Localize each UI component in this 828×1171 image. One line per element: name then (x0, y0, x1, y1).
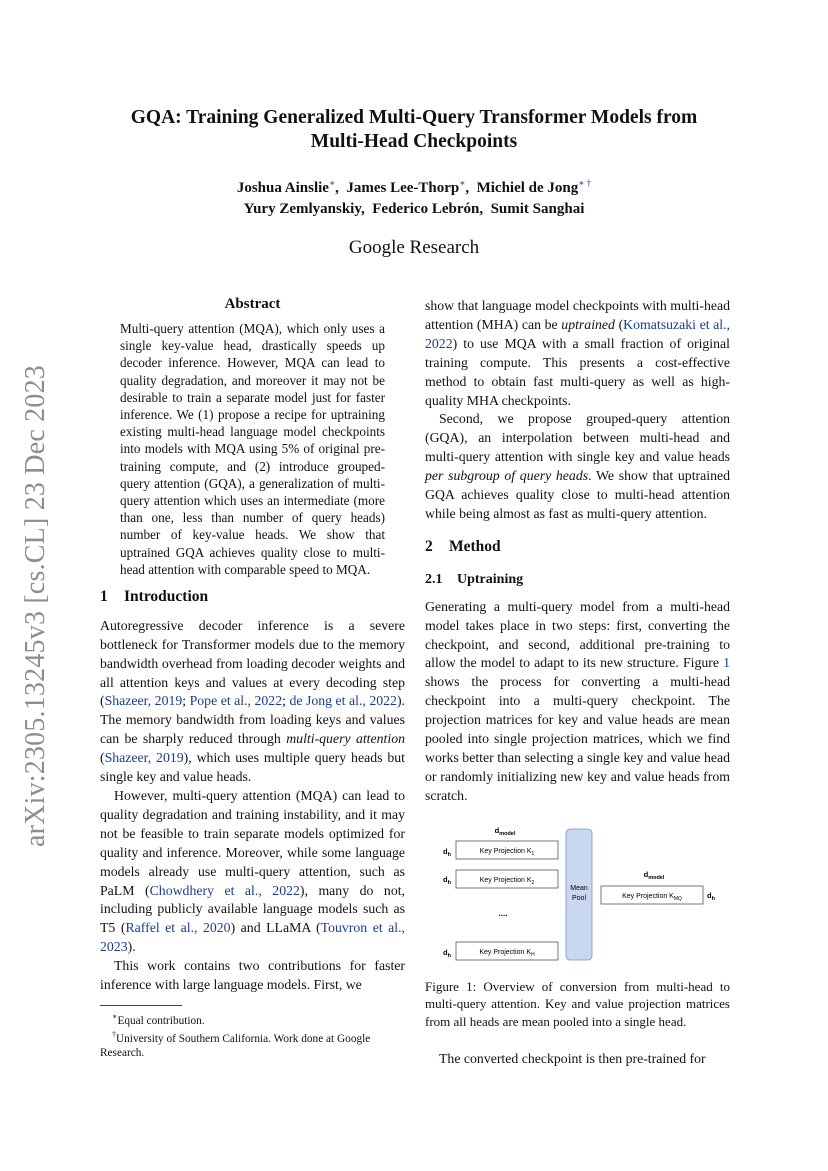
arxiv-sidebar (18, 364, 54, 848)
affiliation: Google Research (348, 237, 480, 258)
text-run: ), many do not, including publicly available language models such as T5 ( (100, 882, 405, 936)
section-number: 1 (100, 587, 108, 605)
text-run: Generating a multi-query model from a multi-head model takes place in two steps: first, converting the checkpoint, and second, additional pre-training to allow the model to adapt to its new structure. Figure (425, 598, 730, 671)
emphasized-text: uptrained (561, 316, 615, 332)
figure-1 (425, 826, 730, 966)
section-title: Method (449, 537, 501, 555)
author-name: James Lee-Thorp (346, 180, 460, 196)
author-mark: ∗ (328, 178, 336, 188)
text-run: ; (182, 693, 190, 709)
subsection-heading-uptraining (425, 571, 730, 590)
author-name: Michiel de Jong (476, 180, 579, 196)
footnote-mark: † (112, 1029, 116, 1039)
text-run: shows the process for converting a multi-head checkpoint into a multi-query checkpoint. The projection matrices for key and value heads are mean pooled into single projection matrices, which we find works better than selecting a single key and value head or randomly initializing new key and value heads from scratch. (425, 674, 730, 803)
title-line-2: Multi-Head Checkpoints (310, 131, 518, 152)
subsection-title: Uptraining (457, 571, 524, 587)
text-run: Second, we propose grouped-query attention (GQA), an interpolation between multi-head and multi-query attention with single key and value heads (425, 411, 730, 465)
mean-pool-label-2: Pool (571, 894, 587, 902)
author-line-2: Yury Zemlyanskiy, Federico Lebrón, Sumit Sanghai (243, 201, 585, 217)
text-run: Autoregressive decoder inference is a severe bottleneck for Transformer models due to the memory bandwidth overhead from loading decoder weights and all attention keys and values at every decoding step ( (100, 617, 405, 709)
title-line-1: GQA: Training Generalized Multi-Query Transformer Models from (130, 107, 698, 128)
ellipsis: .... (498, 908, 508, 918)
subsection-number: 2.1 (425, 571, 443, 587)
section-title: Introduction (124, 587, 209, 605)
dmodel-label-top: $d_{model}$ (494, 825, 516, 837)
citation-link[interactable]: 1 (723, 655, 730, 671)
text-run: However, multi-query attention (MQA) can lead to quality degradation and training instability, and it may not be feasible to train separate models optimized for quality and inference. Moreover, while some language models already use multi-query attention, such as PaLM ( (100, 788, 405, 898)
citation-link[interactable]: Shazeer, 2019 (104, 693, 183, 709)
text-run: . We show that uptrained GQA achieves quality close to multi-head attention while being almost as fast as multi-query attention. (425, 468, 730, 521)
figure-1-caption: Figure 1: Overview of conversion from multi-head to multi-query attention. Key and value projection matrices from all heads are mean pooled into a single head. (425, 978, 730, 1029)
conversion-diagram (425, 826, 730, 966)
citation-link[interactable]: Shazeer, 2019 (104, 750, 184, 766)
method-paragraph-1 (425, 598, 730, 806)
footnote-rule (100, 1005, 182, 1006)
key-projection-k2-label: Key Projection $K_2$ (479, 876, 535, 886)
author-line-1: Joshua Ainslie∗, James Lee-Thorp∗, Michiel de Jong∗ † (236, 178, 592, 196)
abstract-text: Multi-query attention (MQA), which only uses a single key-value head, drastically speeds up decoder inference. However, MQA can lead to quality degradation, and moreover it may not be desirable to train a separate model just for faster inference. We (1) propose a recipe for uptraining existing multi-head language model checkpoints into models with MQA using 5% of original pre-training compute, and (2) introduce grouped-query attention (GQA), a generalization of multi-query attention which uses an intermediate (more than one, less than number of query heads) number of key-value heads. We show that uptrained GQA achieves quality close to multi-head attention with comparable speed to MQA. (120, 320, 385, 577)
dmodel-label-right: $d_{model}$ (643, 869, 665, 881)
text-run: ( (614, 316, 624, 332)
text-run: ( (100, 750, 105, 766)
arxiv-identifier: arXiv:2305.13245v3 [cs.CL] 23 Dec 2023 (20, 365, 51, 847)
author-name: Joshua Ainslie (236, 180, 329, 196)
intro-paragraph-2 (100, 787, 405, 957)
footnote-text: University of Southern California. Work done at Google Research. (100, 1032, 371, 1059)
key-projection-kmq-label: Key Projection $K_{MQ}$ (622, 892, 682, 902)
abstract-heading: Abstract (224, 296, 281, 312)
key-projection-kh-label: Key Projection $K_H$ (479, 948, 535, 958)
paper-title (100, 106, 728, 154)
contrib-paragraph-2 (425, 410, 730, 523)
dh-label: $d_h$ (707, 890, 715, 902)
footnote-text: Equal contribution. (117, 1014, 205, 1027)
left-column (100, 295, 405, 1060)
spacer (425, 1030, 730, 1050)
emphasized-text: multi-query attention (286, 731, 405, 747)
text-run: ). (127, 939, 136, 955)
text-run: ) and LLaMA ( (230, 920, 321, 936)
author-name: Federico Lebrón (372, 201, 480, 217)
text-run: The converted checkpoint is then pre-trained for (439, 1051, 706, 1067)
dh-label: $d_h$ (443, 947, 451, 959)
citation-link[interactable]: de Jong et al., 2022 (289, 693, 397, 709)
mean-pool-label-1: Mean (570, 884, 588, 892)
section-number: 2 (425, 537, 433, 555)
author-list (100, 173, 728, 220)
footnote-mark: ∗ (112, 1011, 118, 1021)
text-run: ) to use MQA with a small fraction of original training compute. This presents a cost-effective method to obtain fast multi-query as well as high-quality MHA checkpoints. (425, 335, 730, 408)
footnote-1 (100, 1010, 405, 1028)
section-heading-method (425, 538, 730, 557)
text-run: ; (282, 693, 290, 709)
emphasized-text: per subgroup of query heads (425, 468, 589, 484)
section-heading-introduction (100, 588, 405, 607)
text-run: ), which uses multiple query heads but single key and value heads. (100, 750, 405, 785)
contrib-paragraph-1 (425, 297, 730, 410)
citation-link[interactable]: Komatsuzaki et al., 2022 (425, 316, 731, 351)
author-mark: ∗ (459, 178, 466, 188)
intro-paragraph-1 (100, 617, 405, 787)
citation-link[interactable]: Raffel et al., 2020 (125, 920, 231, 936)
dh-label: $d_h$ (443, 874, 451, 886)
author-mark: ∗ † (578, 178, 592, 188)
text-run: ). The memory bandwidth from loading keys and values can be sharply reduced through (100, 693, 405, 747)
citation-link[interactable]: Touvron et al., 2023 (100, 920, 406, 955)
author-name: Yury Zemlyanskiy (243, 201, 362, 217)
text-run: show that language model checkpoints with multi-head attention (MHA) can be (425, 298, 730, 332)
author-name: Sumit Sanghai (490, 201, 585, 217)
dh-label: $d_h$ (443, 846, 451, 858)
method-paragraph-2 (425, 1050, 730, 1069)
citation-link[interactable]: Pope et al., 2022 (189, 693, 283, 709)
right-column (425, 297, 730, 1069)
footnote-2 (100, 1028, 405, 1060)
citation-link[interactable]: Chowdhery et al., 2022 (149, 882, 300, 898)
text-run: This work contains two contributions for faster inference with large language models. First, we (100, 958, 405, 993)
key-projection-k1-label: Key Projection $K_1$ (479, 847, 535, 857)
intro-paragraph-3 (100, 957, 405, 995)
